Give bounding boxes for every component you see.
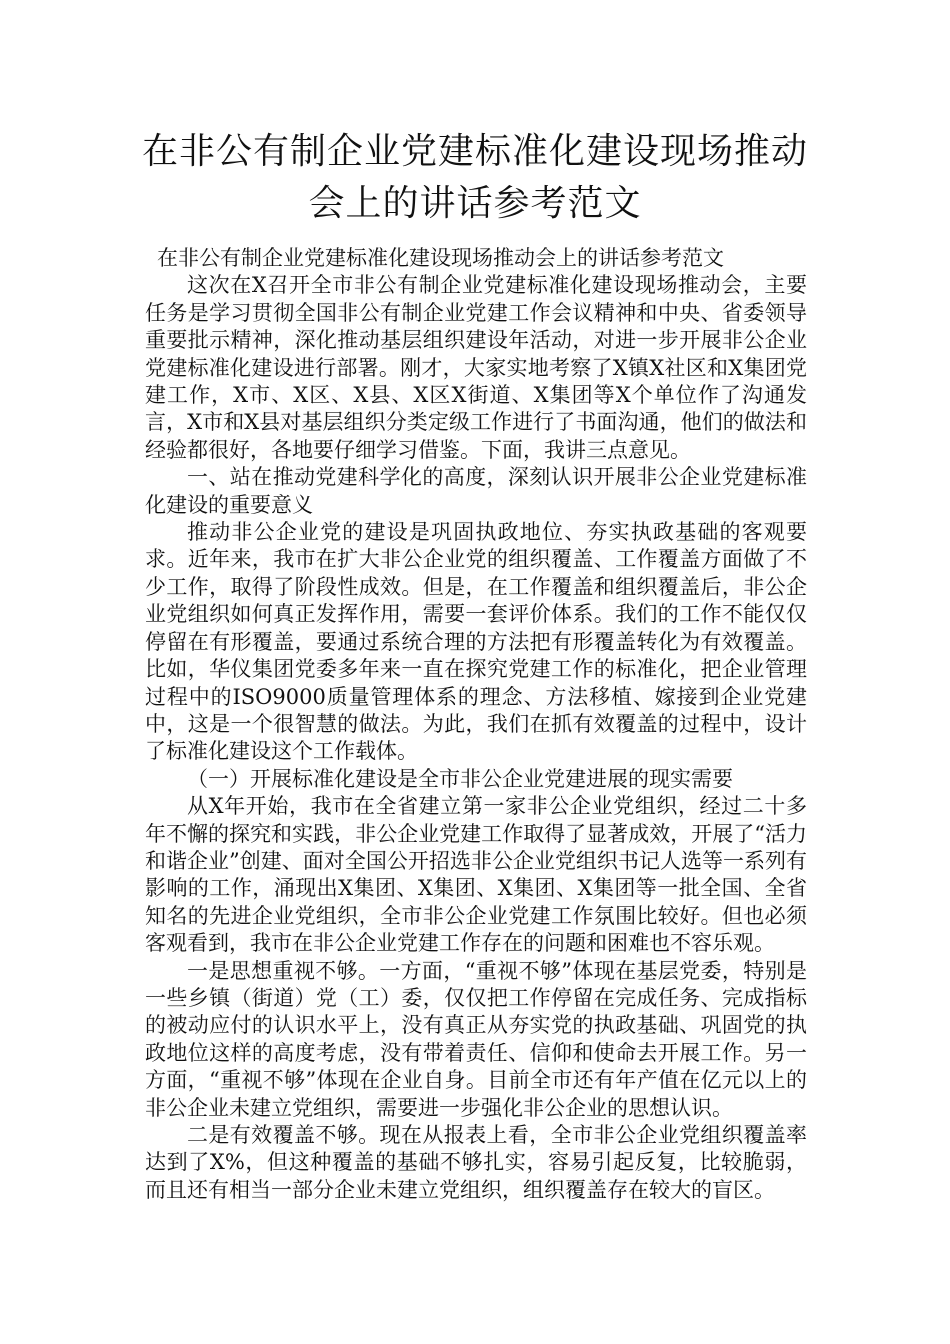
paragraph-history: 从X年开始，我市在全省建立第一家非公企业党组织，经过二十多年不懈的探究和实践，非公企业党建工作取得了显著成效，开展了“活力和谐企业”创建、面对全国公开招选非公企业党组织书记人选等一系列有影响的工作，涌现出X集团、X集团、X集团、X集团等一批全国、全省知名的先进企业党组织，全市非公企业党建工作氛围比较好。但也必须客观看到，我市在非公企业党建工作存在的问题和困难也不容乐观。	[145, 794, 807, 956]
document-title: 在非公有制企业党建标准化建设现场推动会上的讲话参考范文	[141, 131, 808, 224]
paragraph-significance: 推动非公企业党的建设是巩固执政地位、夯实执政基础的客观要求。近年来，我市在扩大非公企业党的组织覆盖、工作覆盖方面做了不少工作，取得了阶段性成效。但是，在工作覆盖和组织覆盖后，非公企业党组织如何真正发挥作用，需要一套评价体系。我们的工作不能仅仅停留在有形覆盖，要通过系统合理的方法把有形覆盖转化为有效覆盖。比如，华仪集团党委多年来一直在探究党建工作的标准化，把企业管理过程中的ISO9000质量管理体系的理念、方法移植、嫁接到企业党建中，这是一个很智慧的做法。为此，我们在抓有效覆盖的过程中，设计了标准化建设这个工作载体。	[145, 520, 807, 764]
document-body	[145, 245, 807, 1204]
document-subtitle: 在非公有制企业党建标准化建设现场推动会上的讲话参考范文	[157, 246, 724, 270]
paragraph-point-1: 一是思想重视不够。一方面，“重视不够”体现在基层党委，特别是一些乡镇（街道）党（工）委，仅仅把工作停留在完成任务、完成指标的被动应付的认识水平上，没有真正从夯实党的执政基础、巩固党的执政地位这样的高度考虑，没有带着责任、信仰和使命去开展工作。另一方面，“重视不够”体现在企业自身。目前全市还有年产值在亿元以上的非公企业未建立党组织，需要进一步强化非公企业的思想认识。	[145, 958, 807, 1120]
subsection-heading-1: （一）开展标准化建设是全市非公企业党建进展的现实需要	[187, 766, 733, 791]
section-heading-1: 一、站在推动党建科学化的高度，深刻认识开展非公企业党建标准化建设的重要意义	[145, 465, 807, 517]
paragraph-intro: 这次在X召开全市非公有制企业党建标准化建设现场推动会，主要任务是学习贯彻全国非公有制企业党建工作会议精神和中央、省委领导重要批示精神，深化推动基层组织建设年活动，对进一步开展非公企业党建标准化建设进行部署。刚才，大家实地考察了X镇X社区和X集团党建工作，X市、X区、X县、X区X街道、X集团等X个单位作了沟通发言，X市和X县对基层组织分类定级工作进行了书面沟通，他们的做法和经验都很好，各地要仔细学习借鉴。下面，我讲三点意见。	[145, 273, 807, 462]
paragraph-point-2: 二是有效覆盖不够。现在从报表上看，全市非公企业党组织覆盖率达到了X%，但这种覆盖的基础不够扎实，容易引起反复，比较脆弱，而且还有相当一部分企业未建立党组织，组织覆盖存在较大的盲区。	[145, 1123, 807, 1202]
